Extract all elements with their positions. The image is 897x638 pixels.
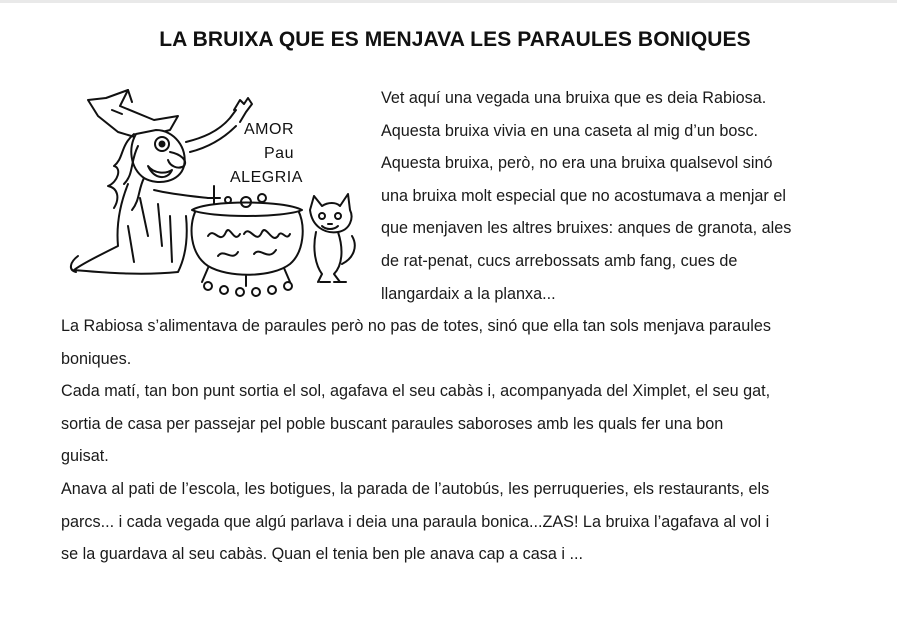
illustration-label-amor: AMOR	[244, 121, 294, 138]
text-line: Aquesta bruixa vivia en una caseta al mig d’un bosc.	[381, 121, 759, 140]
witch-illustration	[58, 86, 368, 298]
paragraph-places	[61, 473, 861, 571]
text-line: Vet aquí una vegada una bruixa que es deia Rabiosa.	[381, 89, 767, 107]
text-line: Aquesta bruixa, però, no era una bruixa qualsevol sinó	[381, 154, 773, 173]
text-line: llangardaix a la planxa...	[381, 284, 556, 303]
text-line: Anava al pati de l’escola, les botigues, la parada de l’autobús, les perruqueries, els restaurants, els	[61, 480, 770, 498]
text-line: La Rabiosa s’alimentava de paraules però no pas de totes, sinó que ella tan sols menjava paraules	[61, 317, 771, 335]
witch-cauldron-cat-icon	[58, 86, 368, 298]
text-line: boniques.	[61, 349, 132, 368]
text-line: guisat.	[61, 447, 109, 466]
illustration-label-alegria: ALEGRIA	[230, 169, 303, 186]
text-line: una bruixa molt especial que no acostumava a menjar el	[381, 186, 786, 205]
text-line: que menjaven les altres bruixes: anques de granota, ales	[381, 219, 792, 238]
paragraph-intro	[381, 82, 851, 310]
document-title: LA BRUIXA QUE ES MENJAVA LES PARAULES BONIQUES	[159, 28, 751, 52]
text-line: parcs... i cada vegada que algú parlava i deia una paraula bonica...ZAS! La bruixa l’agafava al vol i	[61, 512, 770, 531]
text-line: sortia de casa per passejar pel poble buscant paraules saboroses amb les quals fer una bon	[61, 414, 724, 433]
text-line: Cada matí, tan bon punt sortia el sol, agafava el seu cabàs i, acompanyada del Ximplet, el seu gat,	[61, 382, 771, 400]
text-line: se la guardava al seu cabàs. Quan el tenia ben ple anava cap a casa i ...	[61, 545, 583, 564]
top-border	[0, 0, 897, 3]
illustration-label-pau: Pau	[264, 145, 294, 162]
text-line: de rat-penat, cucs arrebossats amb fang, cues de	[381, 251, 738, 270]
paragraph-rabiosa	[61, 310, 861, 375]
paragraph-morning	[61, 375, 861, 473]
